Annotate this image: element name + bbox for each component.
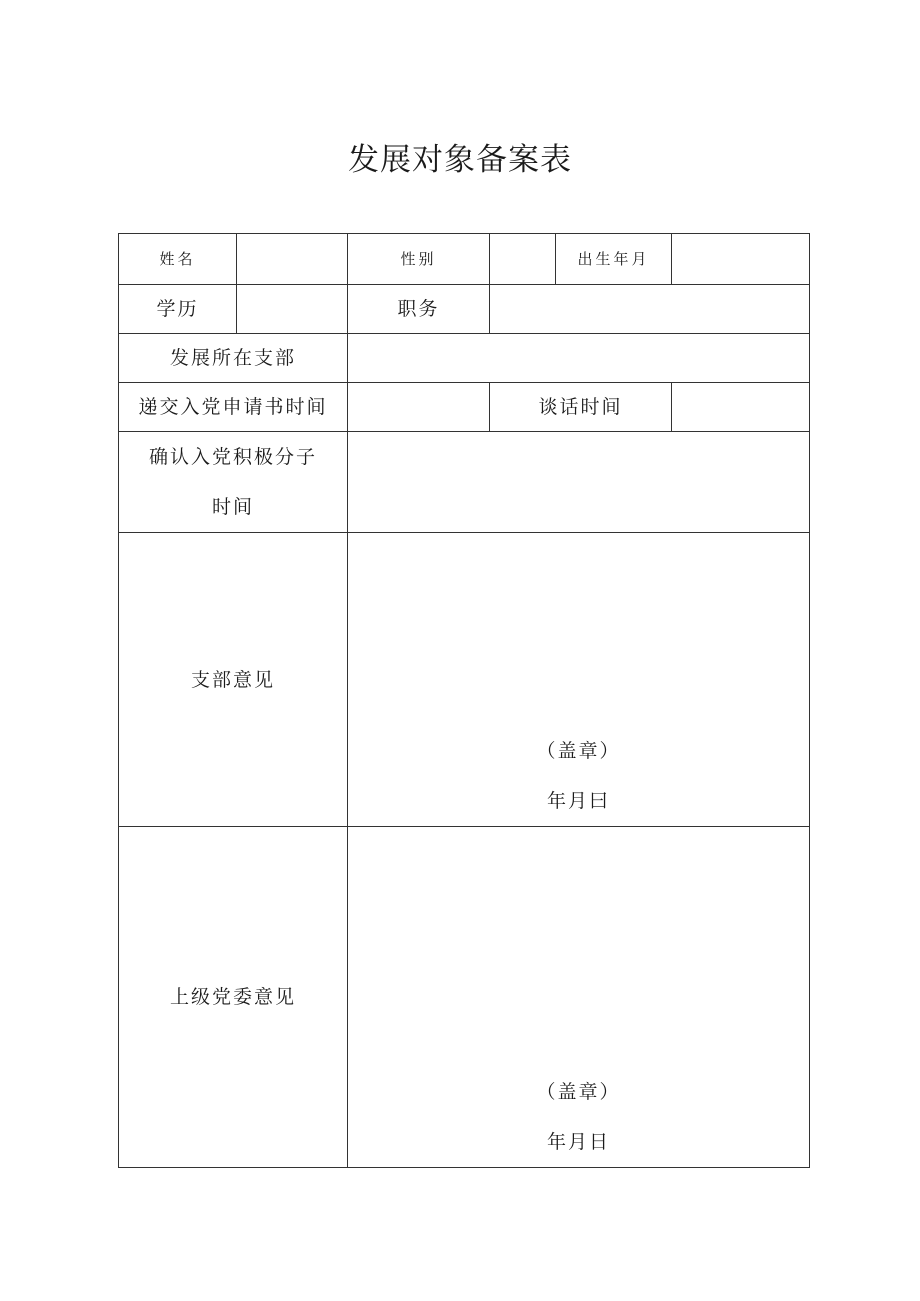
- filing-form-table: [118, 233, 810, 1168]
- page-title: 发展对象备案表: [348, 142, 572, 178]
- committee-stamp-text: （盖章）: [536, 1081, 621, 1103]
- committee-opinion-label: 上级党委意见: [119, 827, 348, 1168]
- talk-time-value-cell[interactable]: [672, 383, 810, 432]
- education-label: 学历: [119, 285, 237, 334]
- activist-time-value-cell[interactable]: [348, 432, 810, 533]
- committee-opinion-cell[interactable]: [348, 827, 810, 1168]
- birth-label: 出生年月: [556, 234, 672, 285]
- name-label: 姓名: [119, 234, 237, 285]
- branch-stamp-block: [348, 726, 809, 826]
- branch-label: 发展所在支部: [119, 334, 348, 383]
- birth-value-cell[interactable]: [672, 234, 810, 285]
- branch-opinion-cell[interactable]: [348, 533, 810, 827]
- branch-date-text: 年月曰: [546, 790, 610, 812]
- name-value-cell[interactable]: [237, 234, 348, 285]
- committee-stamp-block: [348, 1067, 809, 1167]
- talk-time-label: 谈话时间: [490, 383, 672, 432]
- activist-time-label-line1: 确认入党积极分子: [148, 446, 317, 468]
- branch-opinion-label: 支部意见: [119, 533, 348, 827]
- committee-date-text: 年月日: [546, 1131, 610, 1153]
- branch-value-cell[interactable]: [348, 334, 810, 383]
- education-value-cell[interactable]: [237, 285, 348, 334]
- gender-value-cell[interactable]: [490, 234, 556, 285]
- application-time-value-cell[interactable]: [348, 383, 490, 432]
- gender-label: 性别: [348, 234, 490, 285]
- branch-stamp-text: （盖章）: [536, 740, 621, 762]
- activist-time-label-line2: 时间: [211, 496, 254, 518]
- activist-time-label: [119, 432, 348, 533]
- application-time-label: 递交入党申请书时间: [119, 383, 348, 432]
- position-value-cell[interactable]: [490, 285, 810, 334]
- position-label: 职务: [348, 285, 490, 334]
